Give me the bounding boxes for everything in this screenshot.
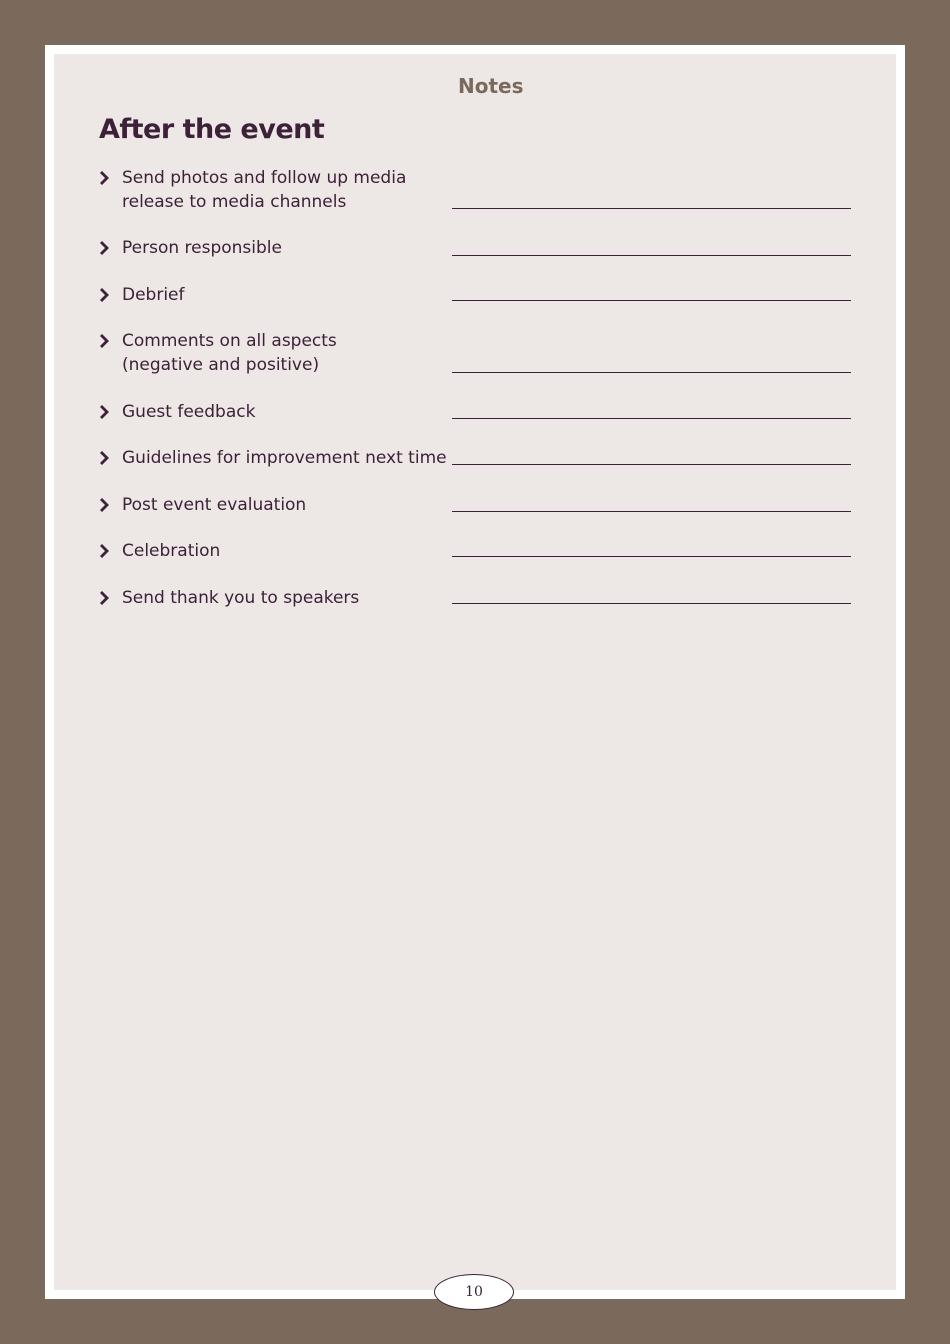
checklist-item-photos	[99, 166, 459, 214]
chevron-right-icon	[99, 446, 113, 470]
page-frame	[45, 45, 905, 1299]
notes-line[interactable]	[452, 464, 851, 465]
notes-line[interactable]	[452, 208, 851, 209]
checklist-item-label: Send photos and follow up media release to media channels	[122, 168, 407, 212]
checklist-item-guidelines	[99, 446, 459, 470]
notes-line[interactable]	[452, 556, 851, 557]
checklist-item-thank-speakers	[99, 586, 459, 610]
chevron-right-icon	[99, 329, 113, 353]
checklist-item-label: Post event evaluation	[122, 495, 307, 515]
notes-line[interactable]	[452, 372, 851, 373]
checklist-item-label: Celebration	[122, 541, 221, 561]
checklist-item-label: Guidelines for improvement next time	[122, 448, 447, 468]
notes-line[interactable]	[452, 418, 851, 419]
checklist-item-comments	[99, 329, 459, 377]
chevron-right-icon	[99, 586, 113, 610]
checklist-item-person-responsible	[99, 236, 459, 260]
chevron-right-icon	[99, 166, 113, 190]
notes-line[interactable]	[452, 255, 851, 256]
notes-line[interactable]	[452, 511, 851, 512]
chevron-right-icon	[99, 493, 113, 517]
checklist-item-post-event-evaluation	[99, 493, 459, 517]
chevron-right-icon	[99, 400, 113, 424]
checklist-item-label: Debrief	[122, 285, 185, 305]
checklist-item-label: Guest feedback	[122, 402, 256, 422]
notes-line[interactable]	[452, 300, 851, 301]
page-number: 10	[465, 1284, 483, 1300]
checklist-item-celebration	[99, 539, 459, 563]
notes-heading: Notes	[458, 74, 524, 98]
notes-line[interactable]	[452, 603, 851, 604]
checklist-item-guest-feedback	[99, 400, 459, 424]
chevron-right-icon	[99, 236, 113, 260]
chevron-right-icon	[99, 283, 113, 307]
checklist-item-debrief	[99, 283, 459, 307]
chevron-right-icon	[99, 539, 113, 563]
checklist-item-label: Person responsible	[122, 238, 282, 258]
checklist-item-label: Send thank you to speakers	[122, 588, 360, 608]
checklist-item-label: Comments on all aspects (negative and positive)	[122, 331, 337, 375]
section-title: After the event	[99, 114, 325, 145]
